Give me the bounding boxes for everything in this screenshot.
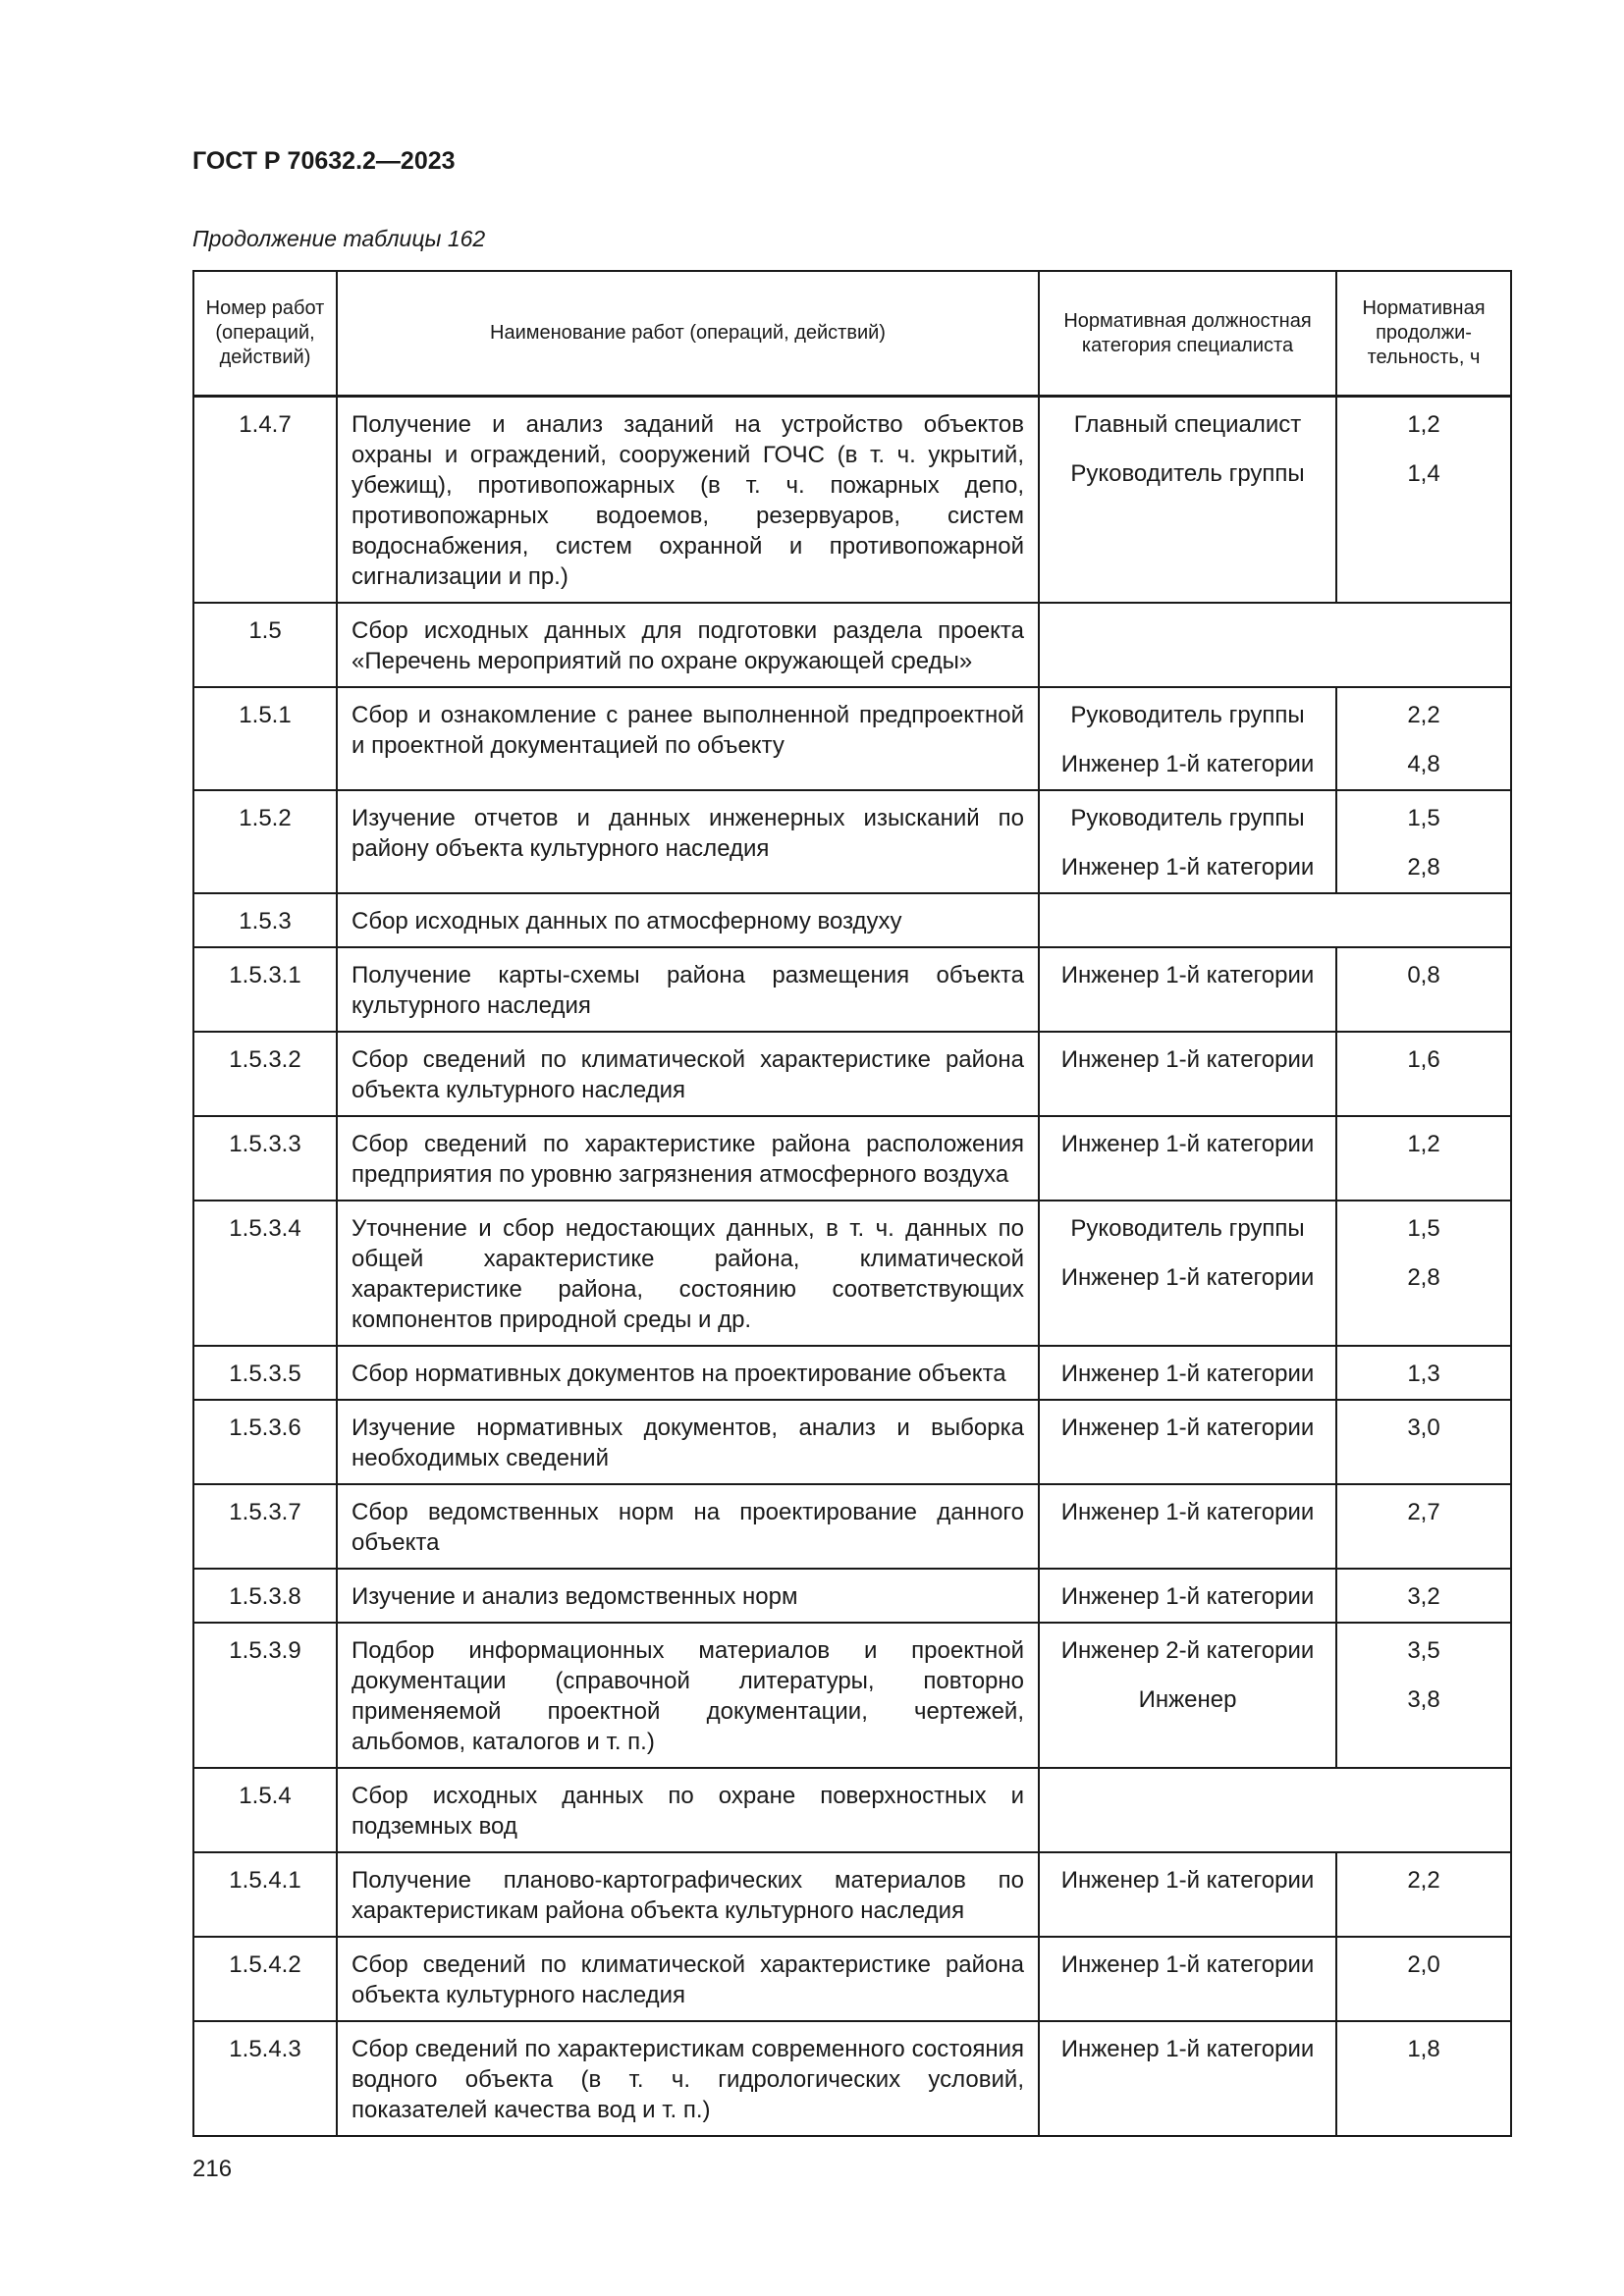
- table-row: [193, 1032, 1511, 1116]
- duration-cell: [1336, 947, 1511, 1032]
- work-number: 1.5.3.1: [193, 947, 337, 1032]
- duration-value: 2,2: [1407, 702, 1440, 728]
- column-header-category: Нормативная должностная категория специалиста: [1039, 271, 1336, 397]
- duration-value: 1,4: [1407, 460, 1440, 487]
- work-number: 1.5.3.3: [193, 1116, 337, 1201]
- table-row: [193, 1852, 1511, 1937]
- specialist-category-cell: [1039, 1116, 1336, 1201]
- duration-cell: [1336, 1400, 1511, 1484]
- work-name: Сбор сведений по климатической характеристике района объекта культурного наследия: [337, 1032, 1039, 1116]
- duration-cell: [1336, 2021, 1511, 2136]
- specialist-category-cell: [1039, 1852, 1336, 1937]
- duration-value: 1,5: [1407, 805, 1440, 831]
- work-name: Сбор нормативных документов на проектирование объекта: [337, 1346, 1039, 1400]
- specialist-category: Инженер 1-й категории: [1060, 1131, 1315, 1157]
- specialist-category-cell: [1039, 687, 1336, 790]
- work-name: Сбор исходных данных по атмосферному воздуху: [337, 893, 1039, 947]
- work-number: 1.5.2: [193, 790, 337, 893]
- duration-value: 4,8: [1407, 751, 1440, 777]
- specialist-category-cell: [1039, 1937, 1336, 2021]
- work-number: 1.5.3: [193, 893, 337, 947]
- specialist-category: Инженер 1-й категории: [1060, 1046, 1315, 1073]
- table-row: [193, 1201, 1511, 1346]
- table-row: [193, 1937, 1511, 2021]
- work-number: 1.5.4: [193, 1768, 337, 1852]
- specialist-category: Руководитель группы: [1070, 1215, 1305, 1242]
- column-header-duration: Нормативная продолжи-тельность, ч: [1336, 271, 1511, 397]
- specialist-category-cell: [1039, 1484, 1336, 1569]
- specialist-category: Инженер: [1138, 1686, 1237, 1713]
- work-number: 1.5.3.6: [193, 1400, 337, 1484]
- specialist-category-cell: [1039, 1400, 1336, 1484]
- table-body: [193, 397, 1511, 2137]
- table-row: [193, 1116, 1511, 1201]
- duration-value: 1,8: [1407, 2036, 1440, 2062]
- specialist-category-cell: [1039, 1623, 1336, 1768]
- table-row: [193, 2021, 1511, 2136]
- duration-value: 2,2: [1407, 1867, 1440, 1894]
- duration-cell: [1336, 790, 1511, 893]
- work-number: 1.5.4.1: [193, 1852, 337, 1937]
- work-name: Сбор сведений по климатической характеристике района объекта культурного наследия: [337, 1937, 1039, 2021]
- duration-cell: [1336, 1032, 1511, 1116]
- table-row: [193, 893, 1511, 947]
- specialist-category: Инженер 1-й категории: [1060, 854, 1315, 881]
- empty-cell: [1039, 603, 1511, 687]
- table-row: [193, 1484, 1511, 1569]
- work-name: Изучение и анализ ведомственных норм: [337, 1569, 1039, 1623]
- specialist-category-cell: [1039, 1569, 1336, 1623]
- work-name: Сбор исходных данных для подготовки раздела проекта «Перечень мероприятий по охране окружающей среды»: [337, 603, 1039, 687]
- table-caption: Продолжение таблицы 162: [192, 226, 486, 251]
- column-header-number: Номер работ (операций, действий): [193, 271, 337, 397]
- duration-value: 0,8: [1407, 962, 1440, 988]
- duration-value: 3,0: [1407, 1415, 1440, 1441]
- duration-cell: [1336, 687, 1511, 790]
- specialist-category: Инженер 1-й категории: [1060, 1415, 1315, 1441]
- work-name: Сбор сведений по характеристикам современного состояния водного объекта (в т. ч. гидрологических условий, показателей качества вод и т. п.): [337, 2021, 1039, 2136]
- work-name: Получение карты-схемы района размещения объекта культурного наследия: [337, 947, 1039, 1032]
- duration-cell: [1336, 1201, 1511, 1346]
- duration-value: 2,8: [1407, 854, 1440, 881]
- specialist-category: Руководитель группы: [1070, 702, 1305, 728]
- table-row: [193, 1569, 1511, 1623]
- work-name: Изучение отчетов и данных инженерных изысканий по району объекта культурного наследия: [337, 790, 1039, 893]
- work-number: 1.5.3.9: [193, 1623, 337, 1768]
- specialist-category-cell: [1039, 790, 1336, 893]
- specialist-category: Инженер 1-й категории: [1060, 2036, 1315, 2062]
- table-row: [193, 790, 1511, 893]
- specialist-category-cell: [1039, 397, 1336, 604]
- work-number: 1.5.4.2: [193, 1937, 337, 2021]
- specialist-category: Инженер 1-й категории: [1060, 1867, 1315, 1894]
- duration-value: 2,8: [1407, 1264, 1440, 1291]
- work-number: 1.5.4.3: [193, 2021, 337, 2136]
- duration-value: 1,3: [1407, 1361, 1440, 1387]
- table-row: [193, 947, 1511, 1032]
- duration-cell: [1336, 1852, 1511, 1937]
- specialist-category: Руководитель группы: [1070, 460, 1305, 487]
- specialist-category: Инженер 1-й категории: [1060, 1361, 1315, 1387]
- work-name: Изучение нормативных документов, анализ и выборка необходимых сведений: [337, 1400, 1039, 1484]
- specialist-category: Инженер 1-й категории: [1060, 751, 1315, 777]
- duration-value: 1,5: [1407, 1215, 1440, 1242]
- duration-cell: [1336, 1937, 1511, 2021]
- work-name: Сбор сведений по характеристике района расположения предприятия по уровню загрязнения атмосферного воздуха: [337, 1116, 1039, 1201]
- specialist-category: Инженер 1-й категории: [1060, 1499, 1315, 1525]
- duration-value: 3,8: [1407, 1686, 1440, 1713]
- work-name: Уточнение и сбор недостающих данных, в т. ч. данных по общей характеристике района, климатической характеристике района, состоянию соответствующих компонентов природной среды и др.: [337, 1201, 1039, 1346]
- duration-value: 1,6: [1407, 1046, 1440, 1073]
- work-name: Сбор ведомственных норм на проектирование данного объекта: [337, 1484, 1039, 1569]
- specialist-category: Инженер 1-й категории: [1060, 1583, 1315, 1610]
- work-number: 1.5.1: [193, 687, 337, 790]
- table-row: [193, 397, 1511, 604]
- table-header-row: [193, 271, 1511, 397]
- work-name: Сбор и ознакомление с ранее выполненной предпроектной и проектной документацией по объекту: [337, 687, 1039, 790]
- work-number: 1.5.3.7: [193, 1484, 337, 1569]
- table-row: [193, 1623, 1511, 1768]
- duration-value: 1,2: [1407, 411, 1440, 438]
- work-number: 1.5: [193, 603, 337, 687]
- specialist-category-cell: [1039, 947, 1336, 1032]
- table-row: [193, 687, 1511, 790]
- duration-value: 1,2: [1407, 1131, 1440, 1157]
- table-row: [193, 1768, 1511, 1852]
- empty-cell: [1039, 1768, 1511, 1852]
- norms-table: [192, 270, 1512, 2137]
- duration-cell: [1336, 397, 1511, 604]
- page-number: 216: [192, 2156, 233, 2182]
- duration-value: 2,0: [1407, 1951, 1440, 1978]
- work-number: 1.5.3.8: [193, 1569, 337, 1623]
- specialist-category-cell: [1039, 1032, 1336, 1116]
- duration-value: 3,2: [1407, 1583, 1440, 1610]
- work-number: 1.5.3.5: [193, 1346, 337, 1400]
- table-row: [193, 1400, 1511, 1484]
- work-number: 1.5.3.2: [193, 1032, 337, 1116]
- specialist-category-cell: [1039, 1346, 1336, 1400]
- table-row: [193, 1346, 1511, 1400]
- specialist-category: Главный специалист: [1073, 411, 1302, 438]
- specialist-category: Инженер 1-й категории: [1060, 962, 1315, 988]
- table-row: [193, 603, 1511, 687]
- duration-value: 2,7: [1407, 1499, 1440, 1525]
- specialist-category-cell: [1039, 1201, 1336, 1346]
- work-name: Получение планово-картографических материалов по характеристикам района объекта культурного наследия: [337, 1852, 1039, 1937]
- duration-cell: [1336, 1484, 1511, 1569]
- duration-cell: [1336, 1569, 1511, 1623]
- document-code: ГОСТ Р 70632.2—2023: [192, 147, 456, 175]
- duration-cell: [1336, 1116, 1511, 1201]
- duration-cell: [1336, 1346, 1511, 1400]
- duration-value: 3,5: [1407, 1637, 1440, 1664]
- work-name: Сбор исходных данных по охране поверхностных и подземных вод: [337, 1768, 1039, 1852]
- duration-cell: [1336, 1623, 1511, 1768]
- work-number: 1.4.7: [193, 397, 337, 604]
- specialist-category: Инженер 2-й категории: [1060, 1637, 1315, 1664]
- empty-cell: [1039, 893, 1511, 947]
- work-name: Подбор информационных материалов и проектной документации (справочной литературы, повторно применяемой проектной документации, чертежей, альбомов, каталогов и т. п.): [337, 1623, 1039, 1768]
- specialist-category: Инженер 1-й категории: [1060, 1264, 1315, 1291]
- specialist-category-cell: [1039, 2021, 1336, 2136]
- work-name: Получение и анализ заданий на устройство объектов охраны и ограждений, сооружений ГОЧС (в т. ч. укрытий, убежищ), противопожарных (в т. ч. пожарных депо, противопожарных водоемов, резервуаров, систем водоснабжения, систем охранной и противопожарной сигнализации и пр.): [337, 397, 1039, 604]
- specialist-category: Руководитель группы: [1070, 805, 1305, 831]
- work-number: 1.5.3.4: [193, 1201, 337, 1346]
- specialist-category: Инженер 1-й категории: [1060, 1951, 1315, 1978]
- column-header-name: Наименование работ (операций, действий): [337, 271, 1039, 397]
